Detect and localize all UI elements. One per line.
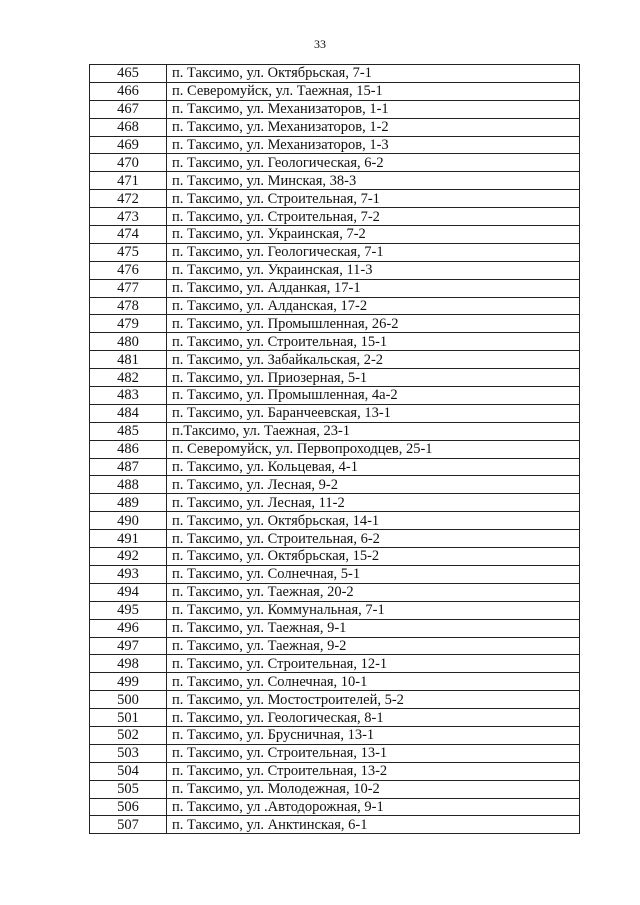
row-number-cell: 495 [90, 601, 167, 619]
address-cell: п. Таксимо, ул. Таежная, 9-2 [167, 637, 580, 655]
address-cell: п. Таксимо, ул. Алданкая, 17-1 [167, 279, 580, 297]
address-cell: п. Таксимо, ул. Украинская, 11-3 [167, 261, 580, 279]
table-row [90, 226, 580, 244]
table-row [90, 440, 580, 458]
address-cell: п. Таксимо, ул. Минская, 38-3 [167, 172, 580, 190]
row-number-cell: 485 [90, 422, 167, 440]
table-row [90, 387, 580, 405]
address-cell: п. Таксимо, ул. Строительная, 7-1 [167, 190, 580, 208]
table-row [90, 351, 580, 369]
address-cell: п. Таксимо, ул. Брусничная, 13-1 [167, 726, 580, 744]
address-cell: п. Таксимо, ул. Солнечная, 5-1 [167, 565, 580, 583]
table-row [90, 172, 580, 190]
row-number-cell: 506 [90, 798, 167, 816]
address-cell: п. Таксимо, ул. Строительная, 15-1 [167, 333, 580, 351]
row-number-cell: 488 [90, 476, 167, 494]
table-row [90, 261, 580, 279]
address-cell: п. Таксимо, ул. Приозерная, 5-1 [167, 369, 580, 387]
row-number-cell: 493 [90, 565, 167, 583]
table-row [90, 208, 580, 226]
address-cell: п. Таксимо, ул. Строительная, 13-2 [167, 762, 580, 780]
address-cell: п. Таксимо, ул. Анктинская, 6-1 [167, 816, 580, 834]
table-row [90, 548, 580, 566]
table-row [90, 154, 580, 172]
address-cell: п. Таксимо, ул. Механизаторов, 1-2 [167, 118, 580, 136]
row-number-cell: 467 [90, 100, 167, 118]
address-cell: п. Таксимо, ул. Баранчеевская, 13-1 [167, 404, 580, 422]
address-cell: п. Таксимо, ул. Геологическая, 8-1 [167, 709, 580, 727]
row-number-cell: 484 [90, 404, 167, 422]
row-number-cell: 475 [90, 243, 167, 261]
row-number-cell: 507 [90, 816, 167, 834]
table-row [90, 333, 580, 351]
table-row [90, 82, 580, 100]
table-row [90, 369, 580, 387]
row-number-cell: 504 [90, 762, 167, 780]
row-number-cell: 479 [90, 315, 167, 333]
row-number-cell: 498 [90, 655, 167, 673]
table-row [90, 512, 580, 530]
row-number-cell: 482 [90, 369, 167, 387]
address-cell: п. Таксимо, ул. Промышленная, 4а-2 [167, 387, 580, 405]
row-number-cell: 490 [90, 512, 167, 530]
address-cell: п. Таксимо, ул. Механизаторов, 1-1 [167, 100, 580, 118]
table-row [90, 691, 580, 709]
row-number-cell: 486 [90, 440, 167, 458]
row-number-cell: 476 [90, 261, 167, 279]
row-number-cell: 499 [90, 673, 167, 691]
address-cell: п. Таксимо, ул. Октябрьская, 14-1 [167, 512, 580, 530]
table-row [90, 816, 580, 834]
table-row [90, 709, 580, 727]
row-number-cell: 500 [90, 691, 167, 709]
address-cell: п. Таксимо, ул. Строительная, 13-1 [167, 744, 580, 762]
row-number-cell: 477 [90, 279, 167, 297]
table-row [90, 530, 580, 548]
table-row [90, 422, 580, 440]
table-row [90, 100, 580, 118]
address-cell: п. Таксимо, ул. Забайкальская, 2-2 [167, 351, 580, 369]
row-number-cell: 487 [90, 458, 167, 476]
table-row [90, 744, 580, 762]
table-row [90, 118, 580, 136]
row-number-cell: 471 [90, 172, 167, 190]
address-cell: п. Северомуйск, ул. Таежная, 15-1 [167, 82, 580, 100]
row-number-cell: 465 [90, 65, 167, 83]
row-number-cell: 478 [90, 297, 167, 315]
address-cell: п. Северомуйск, ул. Первопроходцев, 25-1 [167, 440, 580, 458]
row-number-cell: 503 [90, 744, 167, 762]
address-cell: п. Таксимо, ул. Октябрьская, 7-1 [167, 65, 580, 83]
row-number-cell: 494 [90, 583, 167, 601]
table-row [90, 673, 580, 691]
address-cell: п. Таксимо, ул. Солнечная, 10-1 [167, 673, 580, 691]
table-row [90, 136, 580, 154]
address-cell: п. Таксимо, ул. Октябрьская, 15-2 [167, 548, 580, 566]
row-number-cell: 489 [90, 494, 167, 512]
row-number-cell: 481 [90, 351, 167, 369]
row-number-cell: 502 [90, 726, 167, 744]
table-row [90, 190, 580, 208]
row-number-cell: 480 [90, 333, 167, 351]
table-row [90, 65, 580, 83]
address-cell: п.Таксимо, ул. Таежная, 23-1 [167, 422, 580, 440]
address-cell: п. Таксимо, ул. Мостостроителей, 5-2 [167, 691, 580, 709]
row-number-cell: 470 [90, 154, 167, 172]
table-row [90, 726, 580, 744]
table-row [90, 243, 580, 261]
address-cell: п. Таксимо, ул. Алданская, 17-2 [167, 297, 580, 315]
address-cell: п. Таксимо, ул. Строительная, 6-2 [167, 530, 580, 548]
table-row [90, 655, 580, 673]
row-number-cell: 468 [90, 118, 167, 136]
table-row [90, 458, 580, 476]
table-row [90, 315, 580, 333]
address-cell: п. Таксимо, ул. Строительная, 12-1 [167, 655, 580, 673]
row-number-cell: 473 [90, 208, 167, 226]
table-row [90, 404, 580, 422]
table-row [90, 798, 580, 816]
row-number-cell: 497 [90, 637, 167, 655]
row-number-cell: 466 [90, 82, 167, 100]
address-cell: п. Таксимо, ул. Механизаторов, 1-3 [167, 136, 580, 154]
address-cell: п. Таксимо, ул. Таежная, 9-1 [167, 619, 580, 637]
table-row [90, 762, 580, 780]
address-cell: п. Таксимо, ул. Промышленная, 26-2 [167, 315, 580, 333]
table-row [90, 297, 580, 315]
table-row [90, 494, 580, 512]
address-cell: п. Таксимо, ул. Украинская, 7-2 [167, 226, 580, 244]
address-cell: п. Таксимо, ул. Коммунальная, 7-1 [167, 601, 580, 619]
address-cell: п. Таксимо, ул. Геологическая, 7-1 [167, 243, 580, 261]
row-number-cell: 483 [90, 387, 167, 405]
address-cell: п. Таксимо, ул. Таежная, 20-2 [167, 583, 580, 601]
row-number-cell: 501 [90, 709, 167, 727]
address-cell: п. Таксимо, ул. Строительная, 7-2 [167, 208, 580, 226]
row-number-cell: 474 [90, 226, 167, 244]
row-number-cell: 505 [90, 780, 167, 798]
table-row [90, 476, 580, 494]
address-cell: п. Таксимо, ул. Геологическая, 6-2 [167, 154, 580, 172]
address-cell: п. Таксимо, ул. Лесная, 9-2 [167, 476, 580, 494]
page-number: 33 [314, 37, 326, 51]
address-cell: п. Таксимо, ул. Молодежная, 10-2 [167, 780, 580, 798]
row-number-cell: 492 [90, 548, 167, 566]
row-number-cell: 496 [90, 619, 167, 637]
row-number-cell: 472 [90, 190, 167, 208]
address-table-body [90, 65, 580, 834]
address-cell: п. Таксимо, ул. Кольцевая, 4-1 [167, 458, 580, 476]
table-row [90, 565, 580, 583]
table-row [90, 601, 580, 619]
table-row [90, 780, 580, 798]
row-number-cell: 469 [90, 136, 167, 154]
address-cell: п. Таксимо, ул .Автодорожная, 9-1 [167, 798, 580, 816]
address-table [89, 64, 580, 834]
table-row [90, 637, 580, 655]
table-row [90, 619, 580, 637]
table-row [90, 279, 580, 297]
row-number-cell: 491 [90, 530, 167, 548]
address-cell: п. Таксимо, ул. Лесная, 11-2 [167, 494, 580, 512]
table-row [90, 583, 580, 601]
